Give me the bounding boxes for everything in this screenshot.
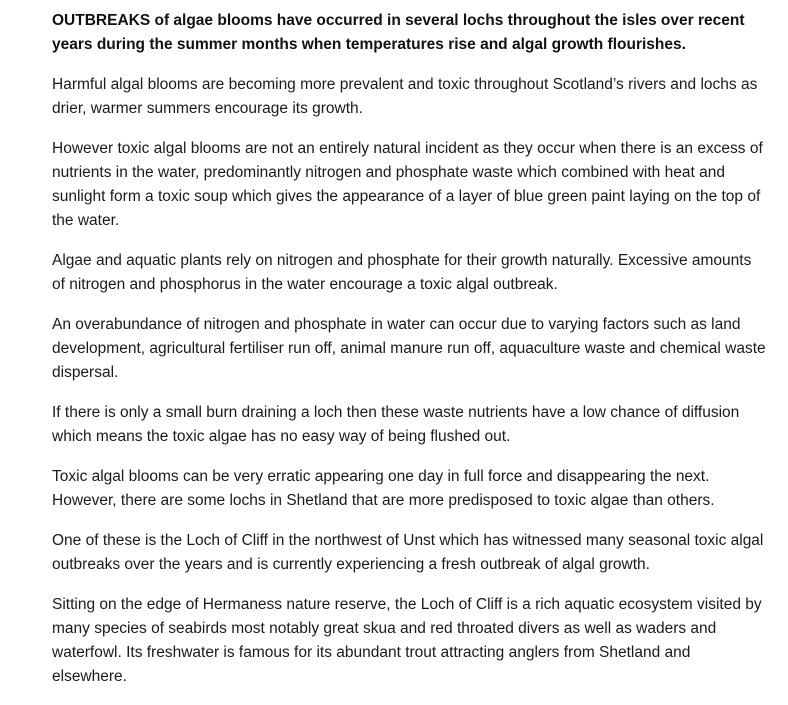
article-paragraph: However toxic algal blooms are not an entirely natural incident as they occur when there is an excess of nutrients in the water, predominantly nitrogen and phosphate waste which combined with heat and sunlight form a toxic soup which gives the appearance of a layer of blue green paint laying on the top of the water. <box>52 140 763 229</box>
article-paragraph: Sitting on the edge of Hermaness nature reserve, the Loch of Cliff is a rich aquatic ecosystem visited by many species of seabirds most notably great skua and red throated divers as well as waders and waterfowl. Its freshwater is famous for its abundant trout attracting anglers from Shetland and elsewhere. <box>52 596 762 685</box>
article-body <box>52 9 768 705</box>
article-paragraph: One of these is the Loch of Cliff in the northwest of Unst which has witnessed many seasonal toxic algal outbreaks over the years and is currently experiencing a fresh outbreak of algal growth. <box>52 532 764 573</box>
article-paragraph: Toxic algal blooms can be very erratic appearing one day in full force and disappearing the next. However, there are some lochs in Shetland that are more predisposed to toxic algae than others. <box>52 468 715 509</box>
article-paragraph: An overabundance of nitrogen and phosphate in water can occur due to varying factors such as land development, agricultural fertiliser run off, animal manure run off, aquaculture waste and chemical waste dispersal. <box>52 316 766 381</box>
article-paragraph: Harmful algal blooms are becoming more prevalent and toxic throughout Scotland’s rivers and lochs as drier, warmer summers encourage its growth. <box>52 76 758 117</box>
article-paragraph: Algae and aquatic plants rely on nitrogen and phosphate for their growth naturally. Excessive amounts of nitrogen and phosphorus in the water encourage a toxic algal outbreak. <box>52 252 752 293</box>
article-lead: OUTBREAKS of algae blooms have occurred in several lochs throughout the isles over recent years during the summer months when temperatures rise and algal growth flourishes. <box>52 12 745 53</box>
article-paragraph: If there is only a small burn draining a loch then these waste nutrients have a low chance of diffusion which means the toxic algae has no easy way of being flushed out. <box>52 404 740 445</box>
